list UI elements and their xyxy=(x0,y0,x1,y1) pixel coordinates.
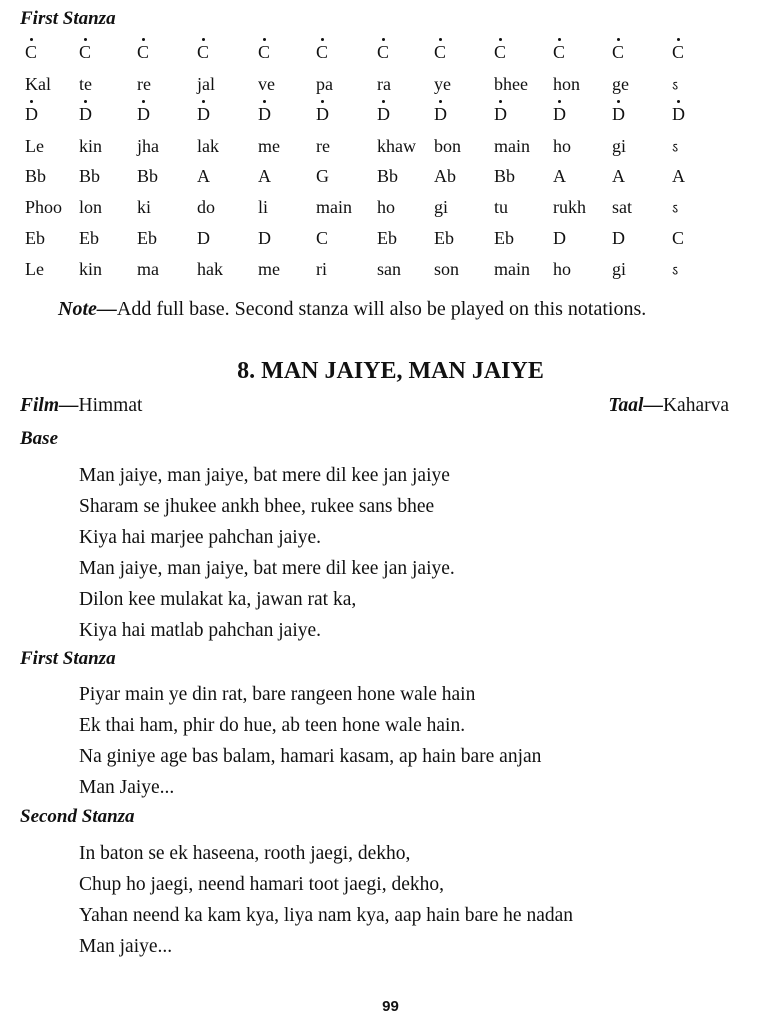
section-first-stanza-lines xyxy=(79,679,541,803)
notation-lyric-cell xyxy=(672,74,678,96)
notation-cell-text: Eb xyxy=(137,228,157,248)
notation-cell-text: A xyxy=(612,166,625,186)
notation-note-cell xyxy=(553,228,566,248)
page-number: 99 xyxy=(382,998,399,1015)
notation-cell-text: A xyxy=(197,166,210,186)
notation-lyric-cell xyxy=(434,197,448,217)
notation-note-cell xyxy=(494,166,515,186)
notation-lyric-cell xyxy=(377,74,391,94)
notation-cell-text: kin xyxy=(79,136,103,156)
section-second-stanza-lines xyxy=(79,838,573,962)
notation-note-cell xyxy=(25,166,46,186)
notation-lyric-cell xyxy=(612,197,632,217)
notation-cell-text: pa xyxy=(316,74,333,94)
notation-cell-text: san xyxy=(377,259,401,279)
notation-cell-text: ri xyxy=(316,259,327,279)
notation-lyric-cell xyxy=(79,197,102,217)
notation-cell-text: me xyxy=(258,136,280,156)
notation-note-cell xyxy=(197,42,209,62)
notation-lyric-cell xyxy=(137,259,159,279)
notation-lyric-cell xyxy=(197,136,219,156)
notation-cell-text: G xyxy=(316,166,329,186)
notation-cell-text: gi xyxy=(612,136,627,156)
notation-lyric-cell xyxy=(316,136,330,156)
notation-cell-text: C xyxy=(25,42,38,62)
notation-lyric-cell xyxy=(258,259,280,279)
notation-cell-text: C xyxy=(553,42,566,62)
notation-cell-text: kin xyxy=(79,259,103,279)
lyric-line: Kiya hai marjee pahchan jaiye. xyxy=(79,527,322,548)
lyric-line: Dilon kee mulakat ka, jawan rat ka, xyxy=(79,589,357,610)
lyric-line: Sharam se jhukee ankh bhee, rukee sans bhee xyxy=(79,496,435,517)
notation-cell-text: ra xyxy=(377,74,391,94)
notation-lyric-cell xyxy=(25,259,44,279)
notation-cell-text: me xyxy=(258,259,280,279)
film-info xyxy=(20,395,142,417)
notation-note-cell xyxy=(137,104,150,124)
notation-note-cell xyxy=(79,104,92,124)
notation-note-cell xyxy=(494,228,514,248)
notation-cell-text: ऽ xyxy=(672,78,679,93)
notation-cell-text: D xyxy=(612,104,625,124)
notation-lyric-cell xyxy=(258,197,268,217)
notation-cell-text: ऽ xyxy=(672,263,679,278)
section-heading-first-stanza: First Stanza xyxy=(20,648,116,669)
notation-note-cell xyxy=(612,42,624,62)
notation-lyric-cell xyxy=(197,197,215,217)
notation-cell-text: jha xyxy=(137,136,159,156)
notation-cell-text: ve xyxy=(258,74,275,94)
notation-note-cell xyxy=(612,166,625,186)
notation-cell-text: D xyxy=(553,104,566,124)
notation-cell-text: D xyxy=(377,104,390,124)
notation-note-cell xyxy=(197,228,210,248)
notation-cell-text: C xyxy=(316,228,329,248)
notation-cell-text: main xyxy=(494,259,530,279)
lyric-line: Ek thai ham, phir do hue, ab teen hone wale hain. xyxy=(79,715,466,736)
notation-cell-text: A xyxy=(553,166,566,186)
lyric-line: Piyar main ye din rat, bare rangeen hone wale hain xyxy=(79,684,476,705)
notation-lyric-cell xyxy=(612,259,626,279)
notation-note-cell xyxy=(25,104,38,124)
notation-note-cell xyxy=(553,104,566,124)
taal-info xyxy=(608,395,729,417)
note-label: Note— xyxy=(58,298,117,320)
notation-cell-text: ki xyxy=(137,197,152,217)
notation-lyric-cell xyxy=(377,259,401,279)
notation-note-cell xyxy=(316,104,329,124)
notation-cell-text: rukh xyxy=(553,197,586,217)
notation-lyric-cell xyxy=(494,197,508,217)
notation-cell-text: C xyxy=(672,228,685,248)
notation-note-cell xyxy=(377,166,398,186)
notation-note-cell xyxy=(25,228,45,248)
notation-cell-text: D xyxy=(25,104,38,124)
notation-lyric-cell xyxy=(197,259,223,279)
notation-cell-text: re xyxy=(316,136,330,156)
notation-lyric-cell xyxy=(434,259,459,279)
notation-cell-text: C xyxy=(258,42,271,62)
notation-cell-text: te xyxy=(79,74,92,94)
notation-lyric-cell xyxy=(316,197,352,217)
notation-cell-text: ma xyxy=(137,259,159,279)
notation-cell-text: A xyxy=(258,166,271,186)
notation-cell-text: gi xyxy=(434,197,449,217)
notation-note-cell xyxy=(258,166,271,186)
notation-cell-text: Eb xyxy=(79,228,99,248)
notation-note-cell xyxy=(553,42,565,62)
notation-lyric-cell xyxy=(137,136,159,156)
notation-note-cell xyxy=(434,166,456,186)
taal-name: Kaharva xyxy=(662,395,729,416)
notation-note-cell xyxy=(377,104,390,124)
notation-note-cell xyxy=(79,42,91,62)
notation-cell-text: re xyxy=(137,74,151,94)
lyric-line: Man Jaiye... xyxy=(79,777,175,798)
notation-note-cell xyxy=(672,104,685,124)
notation-cell-text: Bb xyxy=(79,166,101,186)
notation-note-cell xyxy=(25,42,37,62)
notation-lyric-cell xyxy=(79,74,92,94)
notation-note-cell xyxy=(137,42,149,62)
notation-lyric-cell xyxy=(377,136,416,156)
section-base-lines xyxy=(79,460,455,646)
lyric-line: Man jaiye... xyxy=(79,936,173,957)
notation-cell-text: Eb xyxy=(434,228,454,248)
notation-note-cell xyxy=(316,42,328,62)
notation-lyric-cell xyxy=(672,259,678,281)
notation-lyric-cell xyxy=(25,197,62,217)
notation-lyric-cell xyxy=(612,74,629,94)
notation-lyric-cell xyxy=(79,136,102,156)
notation-lyric-cell xyxy=(612,136,626,156)
notation-cell-text: D xyxy=(258,104,271,124)
lyric-line: Na giniye age bas balam, hamari kasam, ap hain bare anjan xyxy=(79,746,542,767)
notation-cell-text: Eb xyxy=(25,228,45,248)
notation-cell-text: ye xyxy=(434,74,451,94)
notation-cell-text: D xyxy=(434,104,447,124)
notation-cell-text: hak xyxy=(197,259,223,279)
lyric-line: In baton se ek haseena, rooth jaegi, dekho, xyxy=(79,843,411,864)
notation-cell-text: tu xyxy=(494,197,509,217)
notation-cell-text: Phoo xyxy=(25,197,63,217)
notation-cell-text: D xyxy=(197,104,210,124)
notation-note-cell xyxy=(197,104,210,124)
notation-lyric-cell xyxy=(553,74,580,94)
notation-cell-text: Bb xyxy=(25,166,47,186)
notation-cell-text: D xyxy=(316,104,329,124)
notation-lyric-cell xyxy=(553,259,571,279)
notation-lyric-cell xyxy=(434,74,451,94)
notation-cell-text: D xyxy=(672,104,685,124)
notation-lyric-cell xyxy=(25,74,51,94)
taal-label: Taal— xyxy=(608,395,663,416)
notation-cell-text: ho xyxy=(553,259,571,279)
notation-note-cell xyxy=(258,104,271,124)
notation-cell-text: sat xyxy=(612,197,632,217)
notation-lyric-cell xyxy=(434,136,461,156)
notation-note-cell xyxy=(137,166,158,186)
notation-note-cell xyxy=(434,104,447,124)
notation-lyric-cell xyxy=(553,197,586,217)
notation-note-cell xyxy=(672,42,684,62)
notation-cell-text: Kal xyxy=(25,74,51,94)
notation-cell-text: Bb xyxy=(377,166,399,186)
notation-cell-text: ऽ xyxy=(672,201,679,216)
notation-note-cell xyxy=(434,42,446,62)
notation-cell-text: hon xyxy=(553,74,580,94)
notation-cell-text: do xyxy=(197,197,215,217)
notation-cell-text: A xyxy=(672,166,685,186)
film-label: Film— xyxy=(20,395,79,416)
notation-cell-text: C xyxy=(494,42,507,62)
notation-lyric-cell xyxy=(79,259,102,279)
notation-lyric-cell xyxy=(197,74,215,94)
notation-cell-text: jal xyxy=(197,74,215,94)
notation-cell-text: C xyxy=(434,42,447,62)
lyric-line: Kiya hai matlab pahchan jaiye. xyxy=(79,620,322,641)
notation-cell-text: C xyxy=(672,42,685,62)
notation-cell-text: D xyxy=(137,104,150,124)
notation-lyric-cell xyxy=(316,259,327,279)
lyric-line: Man jaiye, man jaiye, bat mere dil kee jan jaiye. xyxy=(79,558,455,579)
song-title: 8. MAN JAIYE, MAN JAIYE xyxy=(237,358,544,384)
notation-cell-text: Le xyxy=(25,259,44,279)
notation-note-cell xyxy=(553,166,566,186)
notation-cell-text: ho xyxy=(377,197,395,217)
notation-note-cell xyxy=(494,104,507,124)
notation-note-cell xyxy=(377,228,397,248)
notation-lyric-cell xyxy=(553,136,571,156)
notation-cell-text: C xyxy=(79,42,92,62)
notation-cell-text: main xyxy=(316,197,352,217)
notation-note-cell xyxy=(79,166,100,186)
notation-cell-text: C xyxy=(316,42,329,62)
notation-note-cell xyxy=(434,228,454,248)
note-text: Add full base. Second stanza will also be played on this notations. xyxy=(116,298,647,320)
notation-cell-text: Eb xyxy=(494,228,514,248)
notation-note-cell xyxy=(612,228,625,248)
notation-cell-text: D xyxy=(258,228,271,248)
notation-lyric-cell xyxy=(494,74,528,94)
notation-note-cell xyxy=(197,166,210,186)
notation-lyric-cell xyxy=(494,259,530,279)
notation-cell-text: bhee xyxy=(494,74,528,94)
section-heading-base: Base xyxy=(20,428,58,449)
notation-note-cell xyxy=(316,228,328,248)
notation-lyric-cell xyxy=(258,74,275,94)
notation-note-cell xyxy=(672,166,685,186)
notation-lyric-cell xyxy=(494,136,530,156)
notation-lyric-cell xyxy=(25,136,44,156)
note-paragraph xyxy=(58,298,646,321)
lyric-line: Man jaiye, man jaiye, bat mere dil kee jan jaiye xyxy=(79,465,450,486)
notation-cell-text: khaw xyxy=(377,136,416,156)
notation-cell-text: bon xyxy=(434,136,461,156)
lyric-line: Yahan neend ka kam kya, liya nam kya, aap hain bare he nadan xyxy=(79,905,574,926)
notation-cell-text: lak xyxy=(197,136,219,156)
notation-cell-text: C xyxy=(137,42,150,62)
notation-lyric-cell xyxy=(672,136,678,158)
notation-note-cell xyxy=(258,228,271,248)
notation-cell-text: son xyxy=(434,259,460,279)
notation-note-cell xyxy=(258,42,270,62)
notation-cell-text: C xyxy=(377,42,390,62)
notation-cell-text: li xyxy=(258,197,269,217)
section-heading-second-stanza: Second Stanza xyxy=(20,806,135,827)
notation-cell-text: gi xyxy=(612,259,627,279)
lyric-line: Chup ho jaegi, neend hamari toot jaegi, dekho, xyxy=(79,874,444,895)
notation-cell-text: D xyxy=(197,228,210,248)
notation-cell-text: D xyxy=(79,104,92,124)
notation-note-cell xyxy=(316,166,329,186)
notation-lyric-cell xyxy=(316,74,333,94)
notation-cell-text: Eb xyxy=(377,228,397,248)
notation-cell-text: ge xyxy=(612,74,629,94)
notation-note-cell xyxy=(612,104,625,124)
notation-heading: First Stanza xyxy=(20,8,116,29)
notation-cell-text: main xyxy=(494,136,530,156)
notation-lyric-cell xyxy=(377,197,395,217)
notation-lyric-cell xyxy=(137,74,151,94)
notation-lyric-cell xyxy=(258,136,280,156)
film-name: Himmat xyxy=(78,395,143,416)
notation-note-cell xyxy=(672,228,684,248)
notation-cell-text: Bb xyxy=(137,166,159,186)
notation-lyric-cell xyxy=(137,197,151,217)
notation-cell-text: D xyxy=(553,228,566,248)
notation-cell-text: Ab xyxy=(434,166,456,186)
notation-cell-text: C xyxy=(197,42,210,62)
notation-note-cell xyxy=(137,228,157,248)
notation-cell-text: D xyxy=(612,228,625,248)
notation-cell-text: ho xyxy=(553,136,571,156)
notation-note-cell xyxy=(377,42,389,62)
notation-note-cell xyxy=(79,228,99,248)
notation-cell-text: Le xyxy=(25,136,44,156)
notation-cell-text: D xyxy=(494,104,507,124)
notation-note-cell xyxy=(494,42,506,62)
notation-cell-text: C xyxy=(612,42,625,62)
notation-lyric-cell xyxy=(672,197,678,219)
notation-cell-text: Bb xyxy=(494,166,516,186)
notation-cell-text: lon xyxy=(79,197,103,217)
notation-cell-text: ऽ xyxy=(672,140,679,155)
